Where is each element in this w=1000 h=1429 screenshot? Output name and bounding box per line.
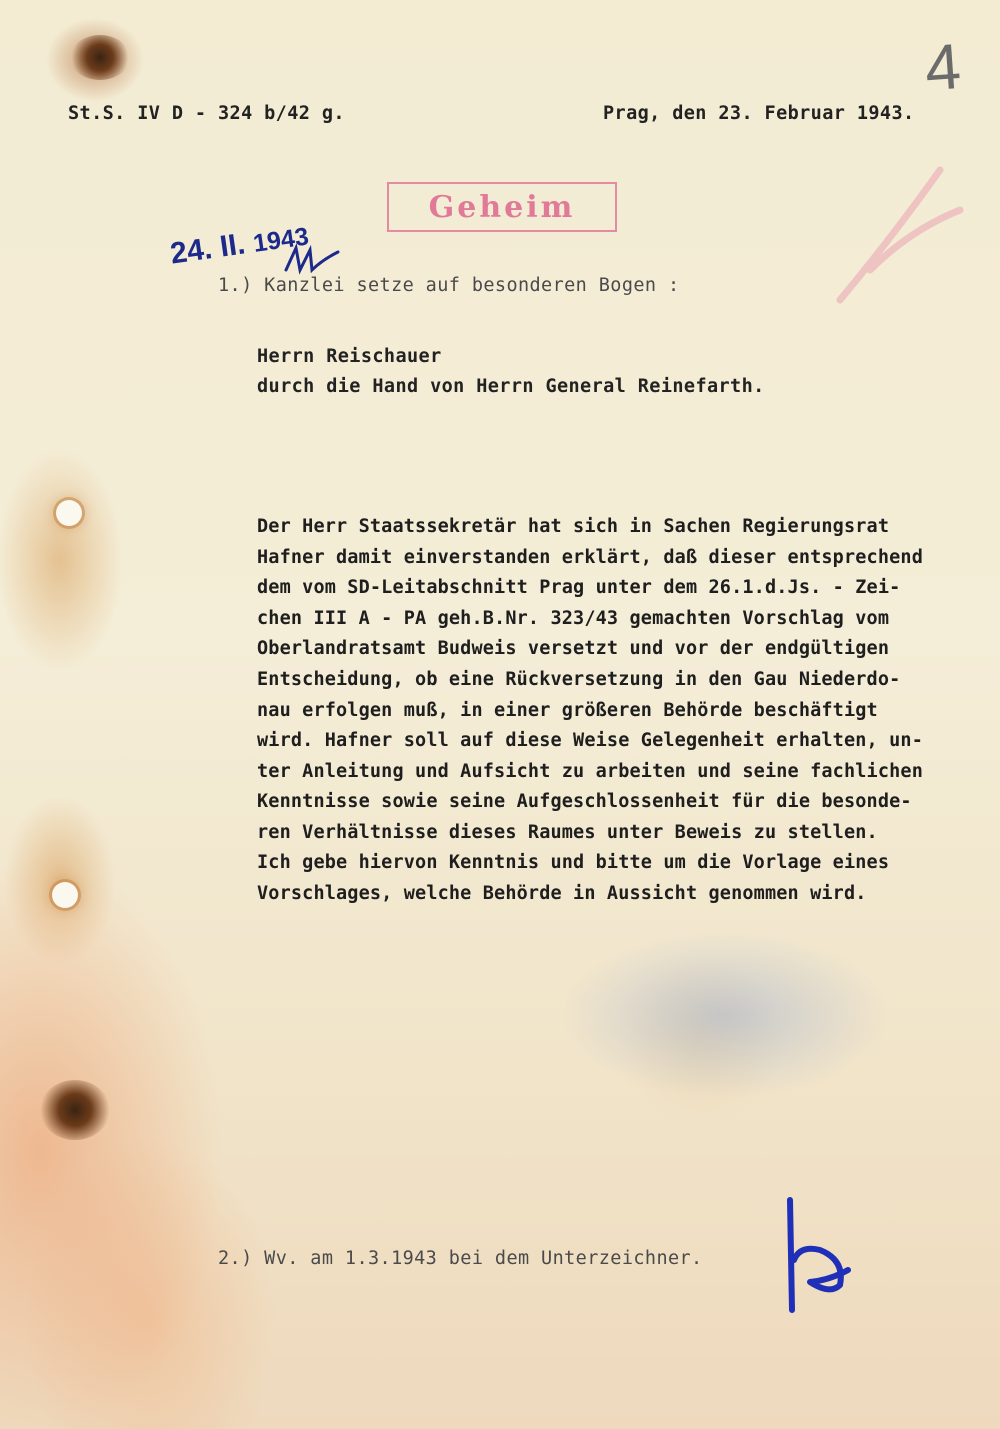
instruction-1: 1.) Kanzlei setze auf besonderen Bogen : — [218, 275, 680, 296]
pink-pencil-mark — [830, 150, 970, 320]
body-line: Oberlandratsamt Budweis versetzt und vor der endgültigen — [257, 638, 890, 659]
body-line: ter Anleitung und Aufsicht zu arbeiten und seine fachlichen — [257, 761, 923, 782]
reference-number: St.S. IV D - 324 b/42 g. — [68, 103, 345, 124]
addressee-line-2: durch die Hand von Herrn General Reinefarth. — [257, 376, 765, 397]
burn-mark — [70, 35, 130, 80]
body-line: Der Herr Staatssekretär hat sich in Sachen Regierungsrat — [257, 516, 890, 537]
secret-stamp — [387, 182, 617, 232]
body-line: Hafner damit einverstanden erklärt, daß dieser entsprechend — [257, 547, 923, 568]
addressee-line-1: Herrn Reischauer — [257, 346, 442, 367]
body-line: ren Verhältnisse dieses Raumes unter Beweis zu stellen. — [257, 822, 878, 843]
body-line: Vorschlages, welche Behörde in Aussicht genommen wird. — [257, 883, 867, 904]
page-number: 4 — [922, 29, 964, 105]
place-and-date: Prag, den 23. Februar 1943. — [603, 103, 915, 124]
body-line: chen III A - PA geh.B.Nr. 323/43 gemachten Vorschlag vom — [257, 608, 890, 629]
instruction-2: 2.) Wv. am 1.3.1943 bei dem Unterzeichner. — [218, 1248, 703, 1269]
initials-scribble — [282, 240, 342, 280]
punch-hole — [56, 500, 82, 526]
secret-stamp-label: Geheim — [428, 189, 576, 225]
body-line: wird. Hafner soll auf diese Weise Gelegenheit erhalten, un- — [257, 730, 923, 751]
signature — [770, 1190, 870, 1320]
received-year: 1943 — [251, 222, 311, 258]
received-date: 24. II. — [168, 227, 248, 271]
burn-mark — [40, 1080, 110, 1140]
body-line: dem vom SD-Leitabschnitt Prag unter dem 26.1.d.Js. - Zei- — [257, 577, 901, 598]
body-line: Ich gebe hiervon Kenntnis und bitte um die Vorlage eines — [257, 852, 890, 873]
ink-blotch — [560, 930, 890, 1100]
body-line: Entscheidung, ob eine Rückversetzung in den Gau Niederdo- — [257, 669, 901, 690]
punch-hole — [52, 882, 78, 908]
body-line: Kenntnisse sowie seine Aufgeschlossenheit für die besonde- — [257, 791, 912, 812]
body-line: nau erfolgen muß, in einer größeren Behörde beschäftigt — [257, 700, 878, 721]
